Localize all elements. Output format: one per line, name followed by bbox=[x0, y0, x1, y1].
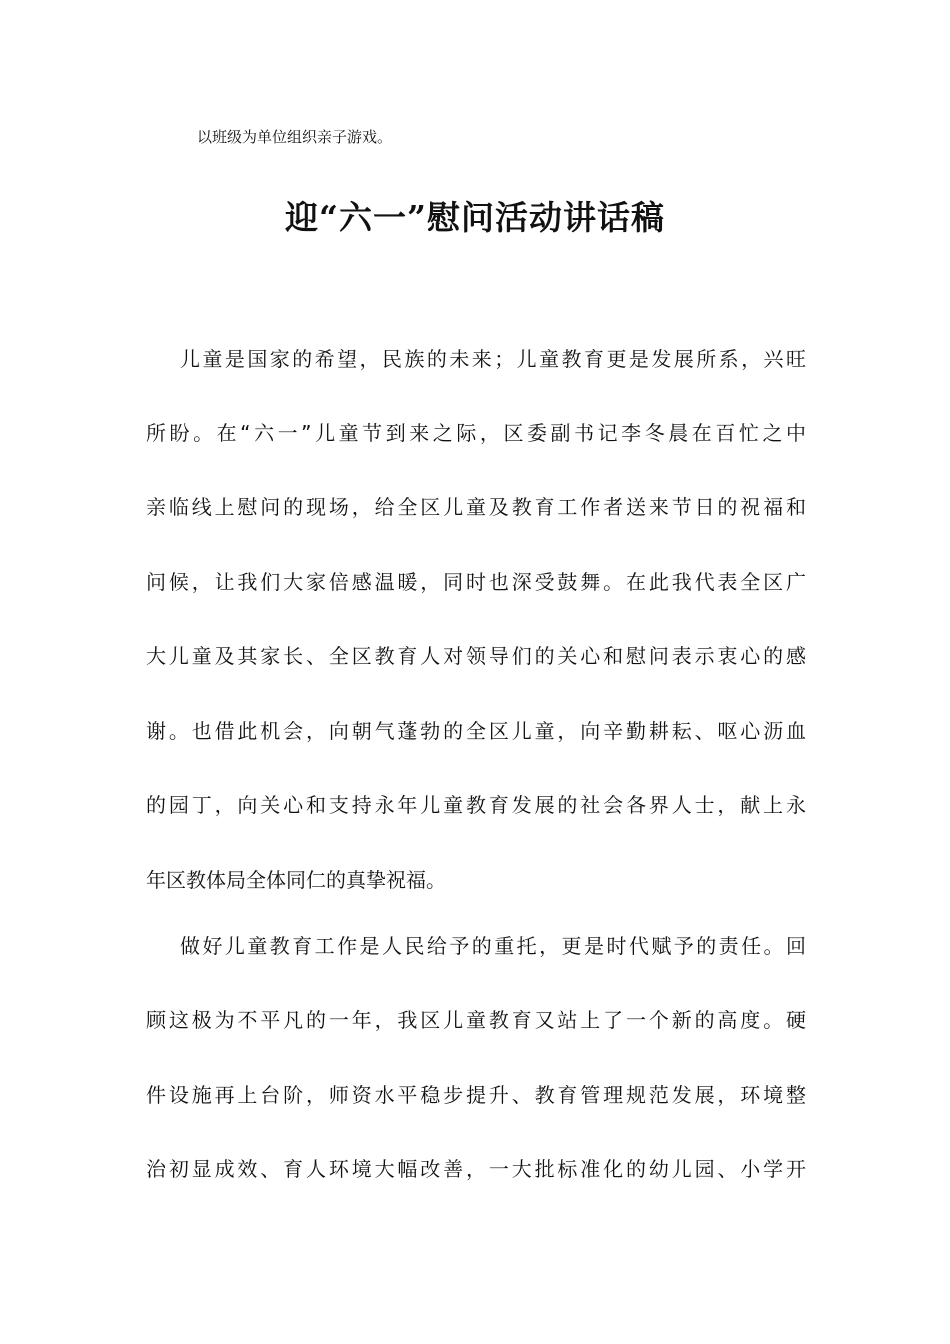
paragraph-line: 顾这极为不平凡的一年，我区儿童教育又站上了一个新的高度。硬 bbox=[146, 1008, 806, 1032]
paragraph-line: 谢。也借此机会，向朝气蓬勃的全区儿童，向辛勤耕耘、呕心沥血 bbox=[146, 719, 806, 743]
document-title: 迎“六一”慰问活动讲话稿 bbox=[285, 198, 665, 237]
paragraph-line: 亲临线上慰问的现场，给全区儿童及教育工作者送来节日的祝福和 bbox=[146, 495, 806, 519]
carryover-text: 以班级为单位组织亲子游戏。 bbox=[197, 128, 393, 146]
paragraph-line: 治初显成效、育人环境大幅改善，一大批标准化的幼儿园、小学开 bbox=[146, 1157, 806, 1181]
paragraph-line: 的园丁，向关心和支持永年儿童教育发展的社会各界人士，献上永 bbox=[146, 793, 806, 817]
paragraph-line: 年区教体局全体同仁的真挚祝福。 bbox=[146, 868, 446, 892]
paragraph-line: 件设施再上台阶，师资水平稳步提升、教育管理规范发展，环境整 bbox=[146, 1083, 806, 1107]
paragraph-line: 做好儿童教育工作是人民给予的重托，更是时代赋予的责任。回 bbox=[180, 934, 806, 958]
paragraph-line: 所盼。在“六一”儿童节到来之际，区委副书记李冬晨在百忙之中 bbox=[146, 421, 806, 445]
paragraph-line: 问候，让我们大家倍感温暖，同时也深受鼓舞。在此我代表全区广 bbox=[146, 570, 806, 594]
paragraph-line: 大儿童及其家长、全区教育人对领导们的关心和慰问表示衷心的感 bbox=[146, 644, 806, 668]
paragraph-line: 儿童是国家的希望，民族的未来；儿童教育更是发展所系，兴旺 bbox=[180, 347, 806, 371]
